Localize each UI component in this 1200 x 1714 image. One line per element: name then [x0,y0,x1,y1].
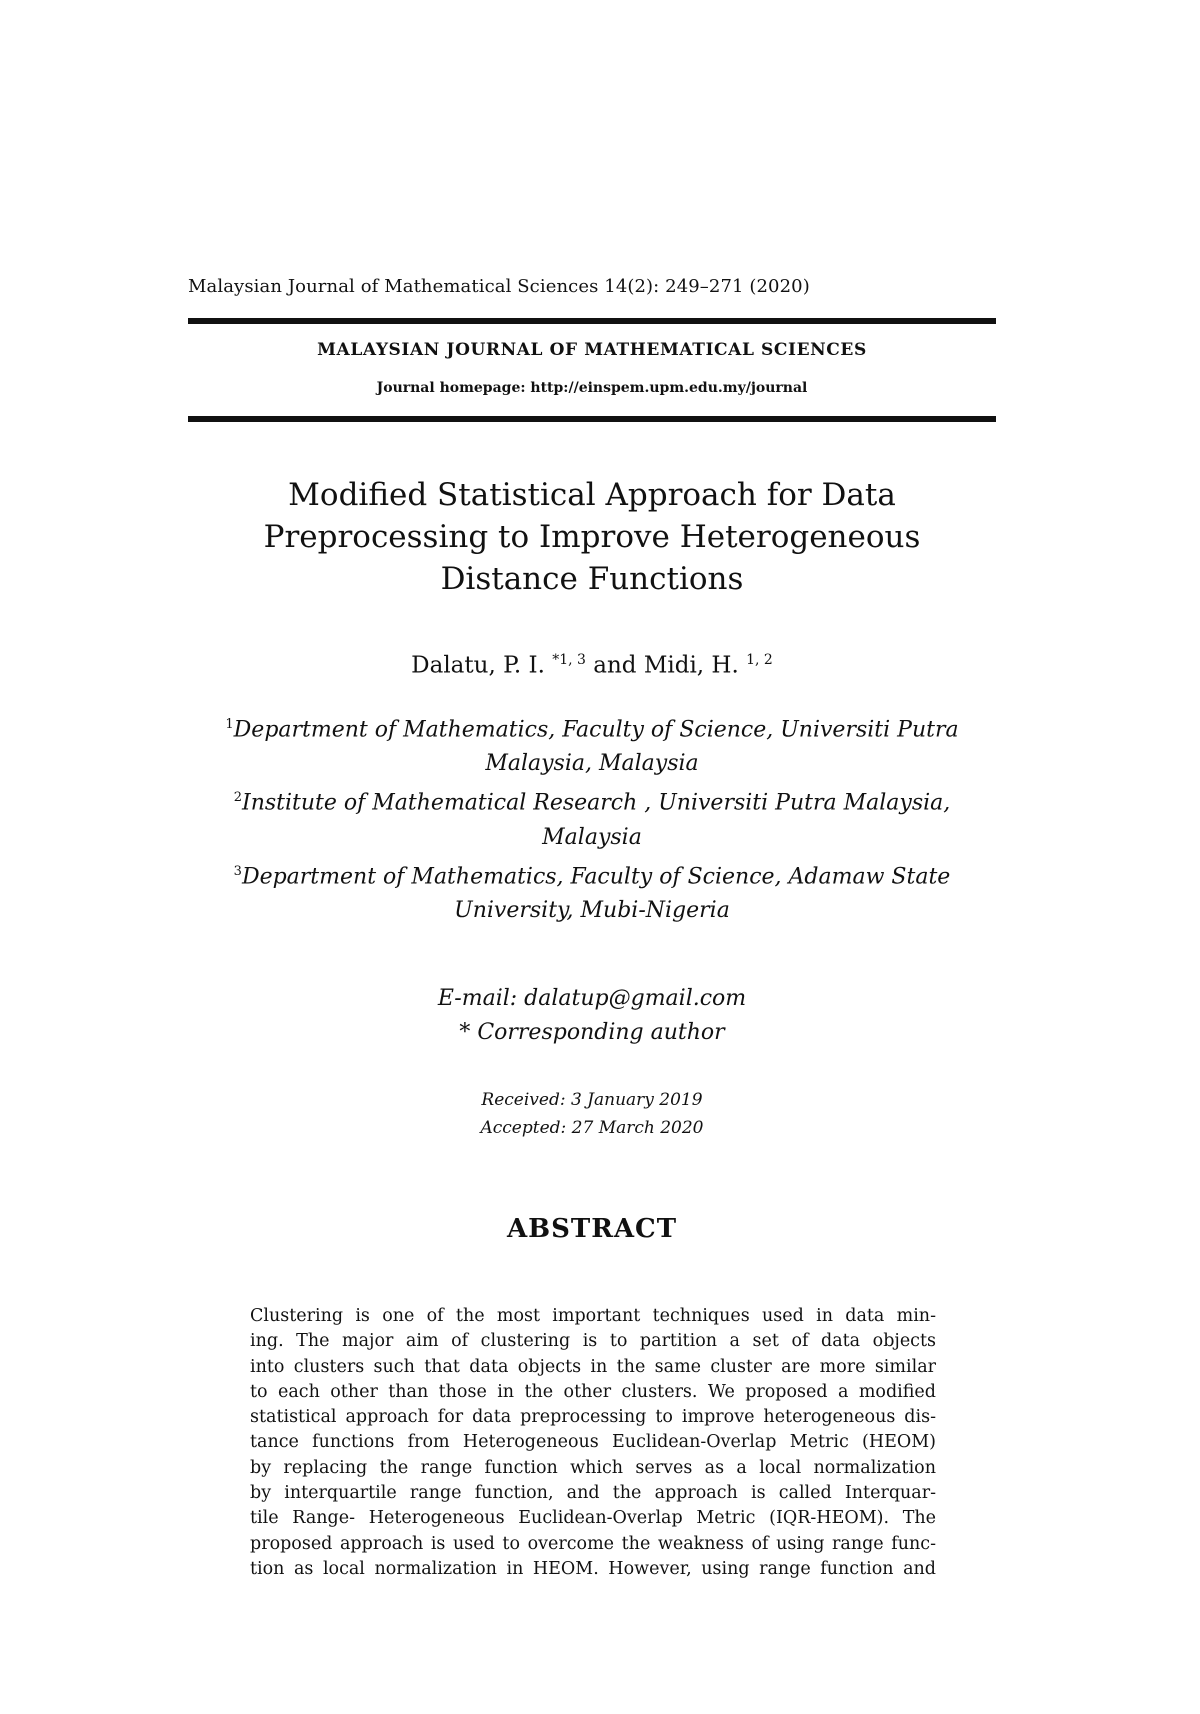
journal-citation: Malaysian Journal of Mathematical Sciences 14(2): 249–271 (2020) [188,276,810,297]
abstract-body [250,1304,936,1582]
email: E-mail: dalatup@gmail.com [437,986,747,1011]
affiliation-line: Malaysia, Malaysia [485,751,699,777]
affiliation-mark: 3 [233,863,242,879]
received-date: Received: 3 January 2019 [481,1090,703,1110]
abstract-line: tion as local normalization in HEOM. However, using range function and [250,1558,936,1579]
abstract-line: into clusters such that data objects in the same cluster are more similar [250,1356,936,1377]
abstract-line: ing. The major aim of clustering is to partition a set of data objects [250,1331,936,1352]
affiliation [188,708,996,781]
abstract-line: Clustering is one of the most important techniques used in data min- [250,1306,936,1326]
corresponding-author-note: * Corresponding author [459,1020,725,1045]
title-line: Preprocessing to Improve Heterogeneous [263,519,921,555]
abstract-line: statistical approach for data preprocessing to improve heterogeneous dis- [250,1407,936,1428]
affiliation-mark: 1 [225,717,234,732]
header-rule-bottom [188,416,996,422]
author-affiliation-marks: *1, 3 [552,652,586,668]
journal-homepage [188,380,996,396]
affiliation-line: Malaysia [542,824,642,850]
affiliation-line: University, Mubi-Nigeria [454,897,730,923]
accepted-date: Accepted: 27 March 2020 [480,1118,704,1138]
affiliation [188,855,996,928]
affiliation-mark: 2 [233,790,242,806]
author-affiliation-marks: 1, 2 [746,652,773,668]
title-line: Modified Statistical Approach for Data [288,477,896,513]
homepage-url: http://einspem.upm.edu.my/journal [530,380,808,396]
paper-title [188,474,996,600]
affiliation-list [188,708,996,928]
abstract-line: tile Range- Heterogeneous Euclidean-Overlap Metric (IQR-HEOM). The [250,1508,936,1529]
author-list [188,652,996,679]
abstract-line: by replacing the range function which serves as a local normalization [250,1457,936,1478]
abstract-line: to each other than those in the other clusters. We proposed a modified [250,1381,936,1402]
affiliation-line: Department of Mathematics, Faculty of Science, Universiti Putra [233,717,959,743]
author-connector: and [593,652,637,679]
homepage-label: Journal homepage: [376,380,526,396]
affiliation-line: Department of Mathematics, Faculty of Science, Adamaw State [241,863,951,889]
author-name: Dalatu, P. I. [411,652,545,679]
affiliation [188,781,996,854]
contact-info [188,982,996,1050]
title-line: Distance Functions [440,561,744,597]
submission-dates [188,1086,996,1142]
abstract-heading: ABSTRACT [506,1214,678,1244]
journal-name: MALAYSIAN JOURNAL OF MATHEMATICAL SCIENCES [317,340,867,360]
abstract-line: tance functions from Heterogeneous Euclidean-Overlap Metric (HEOM) [250,1432,936,1453]
abstract-line: proposed approach is used to overcome the weakness of using range func- [250,1533,936,1554]
affiliation-line: Institute of Mathematical Research , Universiti Putra Malaysia, [242,790,951,816]
abstract-line: by interquartile range function, and the approach is called Interquar- [250,1483,936,1504]
header-rule-top [188,318,996,324]
author-name: Midi, H. [643,652,739,679]
